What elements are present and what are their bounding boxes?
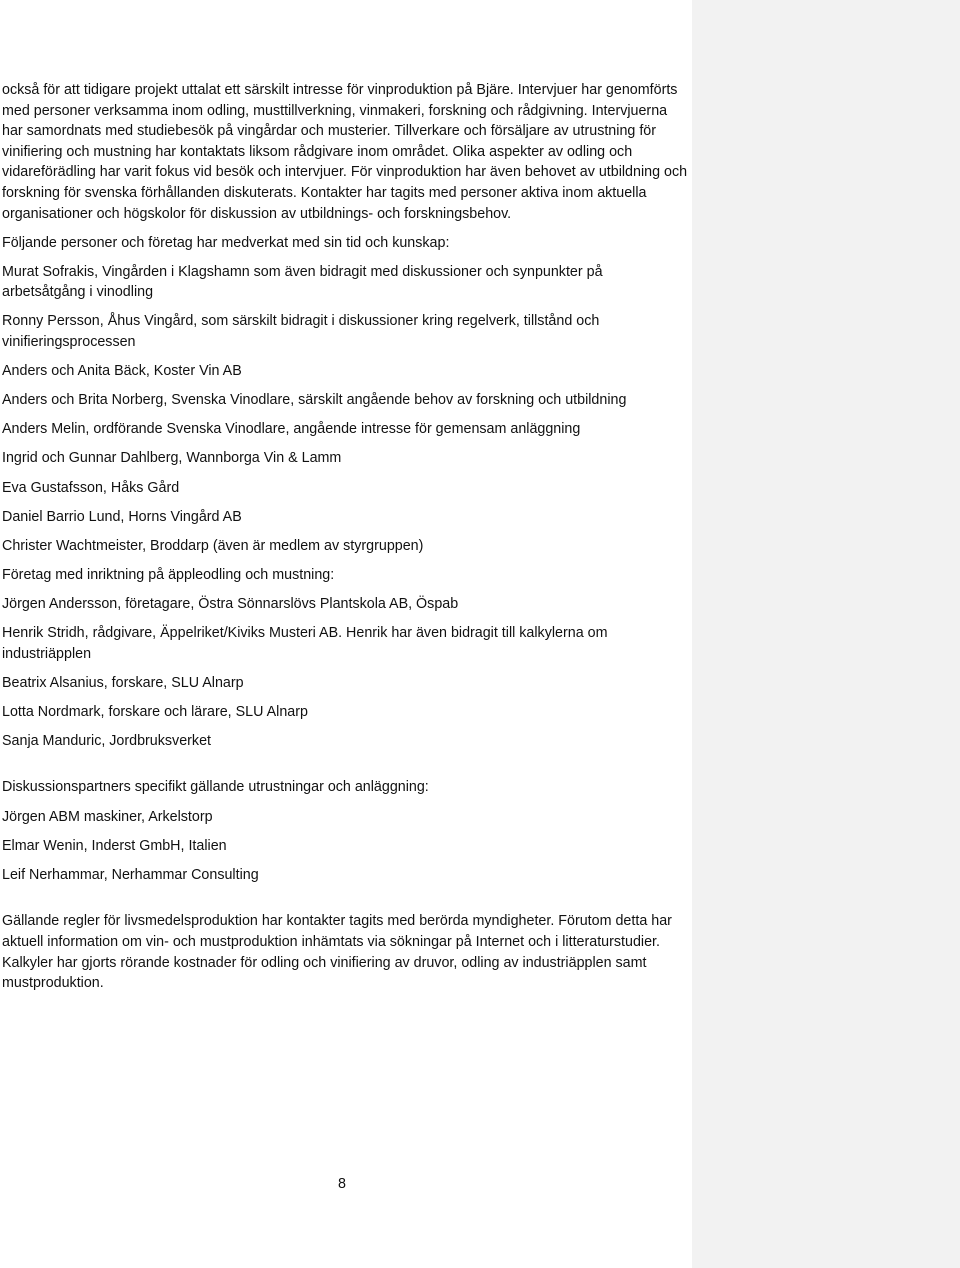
equipment-partner-entry: Jörgen ABM maskiner, Arkelstorp: [2, 808, 213, 825]
apple-company-entry: Jörgen Andersson, företagare, Östra Sönnarslövs Plantskola AB, Öspab: [2, 595, 459, 612]
contributor-entry: Christer Wachtmeister, Broddarp (även är medlem av styrgruppen): [2, 537, 424, 554]
contributor-entry: Anders Melin, ordförande Svenska Vinodlare, angående intresse för gemensam anläggning: [2, 421, 581, 438]
apple-company-entry: Beatrix Alsanius, forskare, SLU Alnarp: [2, 674, 244, 691]
equipment-partner-entry: Elmar Wenin, Inderst GmbH, Italien: [2, 837, 227, 854]
contributor-entry: Anders och Anita Bäck, Koster Vin AB: [2, 363, 242, 380]
equipment-partner-entry: Leif Nerhammar, Nerhammar Consulting: [2, 866, 259, 883]
apple-company-entry: Sanja Manduric, Jordbruksverket: [2, 732, 211, 749]
contributor-entry: Ronny Persson, Åhus Vingård, som särskilt bidragit i diskussioner kring regelverk, tillstånd och vinifieringsprocessen: [2, 313, 600, 351]
contributor-entry: Eva Gustafsson, Håks Gård: [2, 479, 180, 496]
comment-margin-pane: [692, 0, 960, 1268]
contributor-entry: Murat Sofrakis, Vingården i Klagshamn som även bidragit med diskussioner och synpunkter på arbetsåtgång i vinodling: [2, 263, 603, 301]
contributor-entry: Daniel Barrio Lund, Horns Vingård AB: [2, 508, 242, 525]
document-body: [2, 80, 688, 994]
contributor-entry: Ingrid och Gunnar Dahlberg, Wannborga Vin & Lamm: [2, 450, 342, 467]
equipment-partners-heading: Diskussionspartners specifikt gällande utrustningar och anläggning:: [2, 779, 429, 796]
closing-paragraph: Gällande regler för livsmedelsproduktion har kontakter tagits med berörda myndigheter. Förutom detta har aktuell information om vin- och mustproduktion inhämtats via sökningar på Internet och i litteraturstudier. Kalkyler har gjorts rörande kostnader för odling och vinifiering av druvor, odling av industriäpplen samt mustproduktion.: [2, 913, 672, 992]
page-number: 8: [338, 1176, 346, 1192]
apple-company-entry: Henrik Stridh, rådgivare, Äppelriket/Kiviks Musteri AB. Henrik har även bidragit till kalkylerna om industriäpplen: [2, 624, 608, 662]
apple-company-entry: Lotta Nordmark, forskare och lärare, SLU Alnarp: [2, 703, 308, 720]
contributors-heading: Följande personer och företag har medverkat med sin tid och kunskap:: [2, 234, 450, 251]
apple-companies-heading: Företag med inriktning på äppleodling och mustning:: [2, 566, 335, 583]
intro-paragraph: också för att tidigare projekt uttalat ett särskilt intresse för vinproduktion på Bjäre. Intervjuer har genomförts med personer verksamma inom odling, musttillverkning, vinmakeri, forskning och rådgivning. Intervjuerna har samordnats med studiebesök på vingårdar och musterier. Tillverkare och försäljare av utrustning för vinifiering och mustning har kontaktats liksom rådgivare inom området. Olika aspekter av odling och vidareförädling har varit fokus vid besök och intervjuer. För vinproduktion har även behovet av utbildning och forskning för svenska förhållanden diskuterats. Kontakter har tagits med personer aktiva inom aktuella organisationer och högskolor för diskussion av utbildnings- och forskningsbehov.: [2, 82, 688, 222]
contributor-entry: Anders och Brita Norberg, Svenska Vinodlare, särskilt angående behov av forskning och utbildning: [2, 392, 627, 409]
